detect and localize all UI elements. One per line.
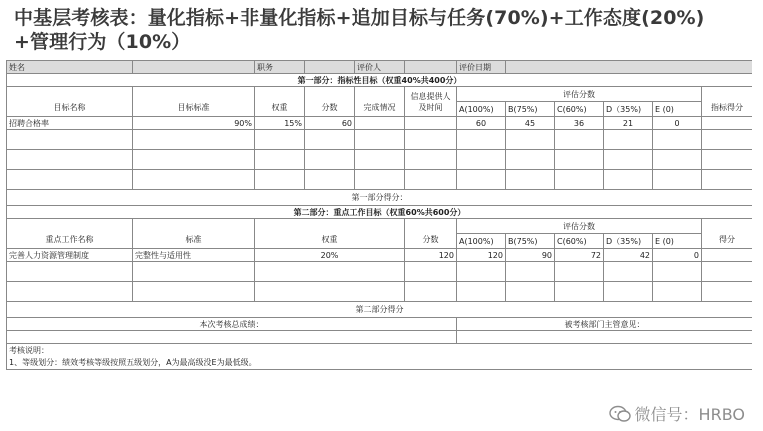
position-label: 职务 — [255, 61, 305, 74]
col-eval-header: 评估分数 — [457, 87, 702, 102]
col-grade-a: A(100%) — [457, 102, 506, 117]
col-task-grade-b: B(75%) — [506, 234, 555, 249]
position-value[interactable] — [305, 61, 355, 74]
task-grade-d-cell: 42 — [604, 249, 653, 262]
col-completion: 完成情况 — [355, 87, 405, 117]
task-weight-cell: 20% — [255, 249, 405, 262]
part1-title: 第一部分：指标性目标（权重40%共400分） — [7, 74, 753, 87]
dept-opinion-value[interactable] — [457, 331, 753, 344]
part1-subtotal-row — [7, 190, 753, 206]
col-grade-c: C(60%) — [555, 102, 604, 117]
total-score-value[interactable] — [7, 331, 457, 344]
col-task-grade-a: A(100%) — [457, 234, 506, 249]
col-metric-score: 指标得分 — [702, 87, 753, 117]
header-row — [7, 61, 753, 74]
part1-subtotal: 第一部分得分： — [7, 190, 753, 206]
col-task-name: 重点工作名称 — [7, 219, 133, 249]
date-value[interactable] — [506, 61, 753, 74]
score-cell: 60 — [305, 117, 355, 130]
col-score: 分数 — [305, 87, 355, 117]
table-row — [7, 130, 753, 150]
table-row — [7, 117, 753, 130]
watermark — [609, 402, 745, 425]
summary-row — [7, 318, 753, 331]
part2-title-row — [7, 206, 753, 219]
task-result-cell[interactable] — [702, 249, 753, 262]
name-label: 姓名 — [7, 61, 133, 74]
name-value[interactable] — [133, 61, 255, 74]
task-grade-e-cell: 0 — [653, 249, 702, 262]
date-label: 评价日期 — [457, 61, 506, 74]
table-row — [7, 170, 753, 190]
wechat-icon — [609, 405, 631, 423]
notes-label: 考核说明： — [7, 344, 753, 357]
grade-c-cell: 36 — [555, 117, 604, 130]
notes-line-1: 1、等级划分：绩效考核等级按照五级划分，A为最高级没E为最低级。 — [7, 357, 753, 370]
summary-space-row — [7, 331, 753, 344]
task-standard-cell: 完整性与适用性 — [133, 249, 255, 262]
col-task-grade-d: D（35%) — [604, 234, 653, 249]
table-row — [7, 282, 753, 302]
goal-name-cell: 招聘合格率 — [7, 117, 133, 130]
task-name-cell: 完善人力资源管理制度 — [7, 249, 133, 262]
col-task-result: 得分 — [702, 219, 753, 249]
provider-cell[interactable] — [405, 117, 457, 130]
col-grade-d: D（35%) — [604, 102, 653, 117]
col-grade-b: B(75%) — [506, 102, 555, 117]
notes-row — [7, 357, 753, 370]
part2-subtotal-row — [7, 302, 753, 318]
page-title — [14, 6, 754, 54]
part1-title-row — [7, 74, 753, 87]
col-task-grade-c: C(60%) — [555, 234, 604, 249]
title-line-1: 中基层考核表：量化指标+非量化指标+追加目标与任务(70%)+工作态度(20%) — [14, 7, 705, 29]
part1-header-row-1 — [7, 87, 753, 102]
col-goal-name: 目标名称 — [7, 87, 133, 117]
completion-cell[interactable] — [355, 117, 405, 130]
title-line-2: +管理行为（10%） — [14, 31, 191, 53]
assessment-table — [6, 60, 752, 370]
task-grade-a-cell: 120 — [457, 249, 506, 262]
col-provider: 信息提供人及时间 — [405, 87, 457, 117]
grade-a-cell: 60 — [457, 117, 506, 130]
table-row — [7, 150, 753, 170]
standard-cell: 90% — [133, 117, 255, 130]
part2-title: 第二部分：重点工作目标（权重60%共600分） — [7, 206, 753, 219]
evaluator-value[interactable] — [405, 61, 457, 74]
watermark-text: 微信号：HRBO — [634, 405, 745, 424]
dept-opinion-label: 被考核部门主管意见： — [457, 318, 753, 331]
col-standard: 目标标准 — [133, 87, 255, 117]
col-task-eval-header: 评估分数 — [457, 219, 702, 234]
grade-e-cell: 0 — [653, 117, 702, 130]
weight-cell: 15% — [255, 117, 305, 130]
col-weight: 权重 — [255, 87, 305, 117]
task-grade-b-cell: 90 — [506, 249, 555, 262]
assessment-form — [6, 60, 752, 431]
metric-score-cell[interactable] — [702, 117, 753, 130]
part2-subtotal: 第二部分得分 — [7, 302, 753, 318]
col-task-score: 分数 — [405, 219, 457, 249]
grade-b-cell: 45 — [506, 117, 555, 130]
task-grade-c-cell: 72 — [555, 249, 604, 262]
col-task-weight: 权重 — [255, 219, 405, 249]
task-score-cell: 120 — [405, 249, 457, 262]
col-task-standard: 标准 — [133, 219, 255, 249]
table-row — [7, 249, 753, 262]
grade-d-cell: 21 — [604, 117, 653, 130]
evaluator-label: 评价人 — [355, 61, 405, 74]
total-score-label: 本次考核总成绩： — [7, 318, 457, 331]
col-task-grade-e: E (0) — [653, 234, 702, 249]
table-row — [7, 262, 753, 282]
part2-header-row-1 — [7, 219, 753, 234]
notes-row — [7, 344, 753, 357]
col-grade-e: E (0) — [653, 102, 702, 117]
